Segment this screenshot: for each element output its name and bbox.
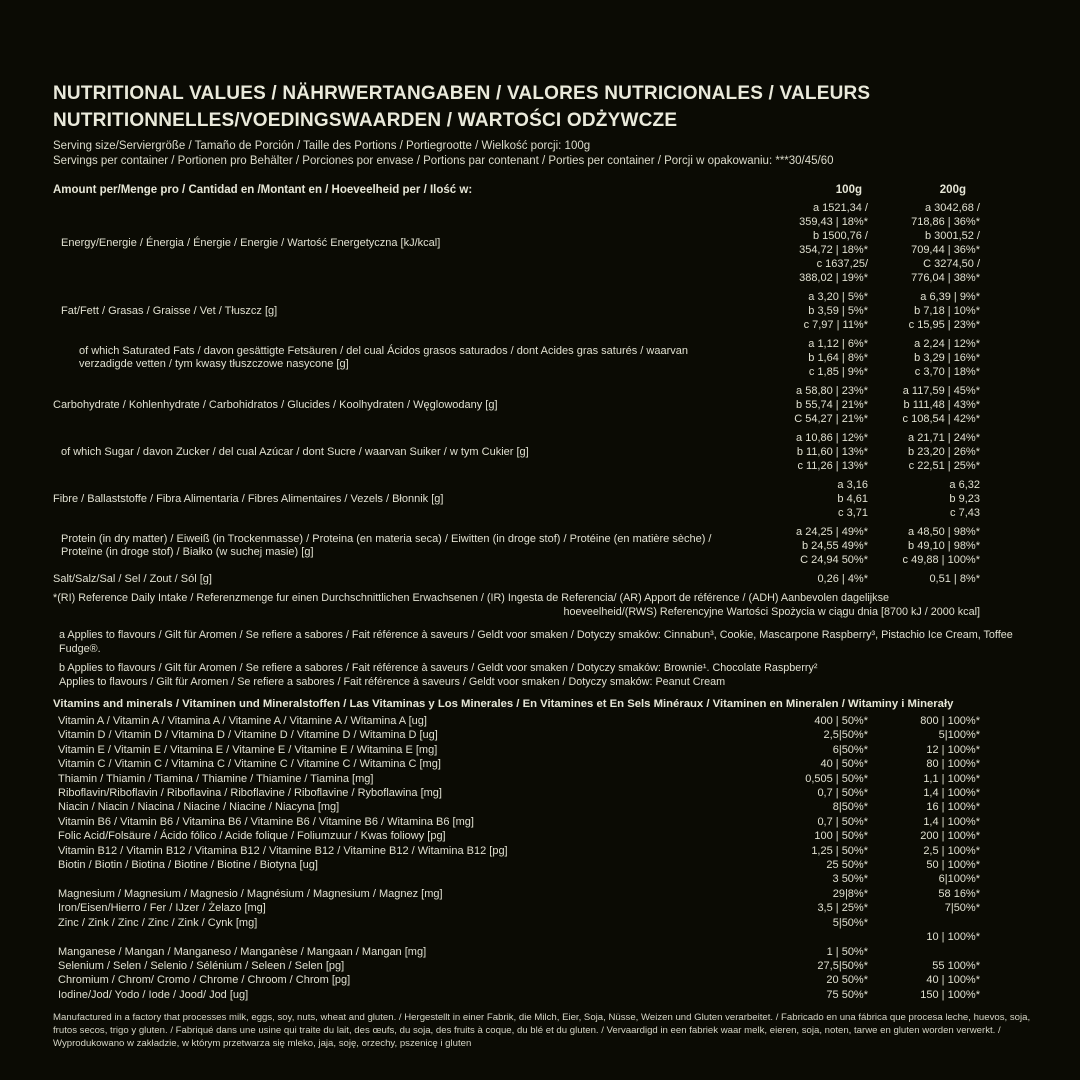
- vitamin-label: Vitamin B12 / Vitamin B12 / Vitamina B12 / Vitamine B12 / Vitamine B12 / Witamina B12 [pg]: [58, 844, 508, 857]
- value-100g: 8|50%*: [832, 801, 868, 814]
- vitamin-row: [53, 959, 1035, 973]
- reference-intake-note-line2: hoeveelheid/(RWS) Referencyjne Wartości Spożycia w ciągu dnia [8700 kJ / 2000 kcal]: [563, 606, 980, 618]
- serving-size-line: Serving size/Serviergröße / Tamaño de Porción / Taille des Portions / Portiegrootte / Wielkość porcji: 100g: [53, 140, 591, 152]
- value-100g: 6|50%*: [832, 743, 868, 756]
- vitamin-row: [53, 786, 1035, 800]
- table-header-row: [53, 184, 1035, 196]
- value-100g: 75 50%*: [826, 988, 868, 1001]
- value-200g: 50 | 100%*: [926, 859, 980, 872]
- value-line: c 1,85 | 9%*: [808, 366, 868, 378]
- amount-per-header: Amount per/Menge pro / Cantidad en /Montant en / Hoeveelheid per / Ilość w:: [53, 184, 473, 196]
- value-100g: 27,5|50%*: [817, 959, 868, 972]
- value-200g: [868, 478, 980, 520]
- value-line: C 54,27 | 21%*: [794, 413, 868, 425]
- value-100g: [756, 201, 868, 285]
- vitamin-label: Niacin / Niacin / Niacina / Niacine / Niacine / Niacyna [mg]: [58, 801, 340, 814]
- value-100g: 0,7 | 50%*: [817, 815, 868, 828]
- value-line: c 11,26 | 13%*: [797, 460, 868, 472]
- vitamin-label: Vitamin B6 / Vitamin B6 / Vitamina B6 / Vitamine B6 / Vitamine B6 / Witamina B6 [mg]: [58, 815, 474, 828]
- value-line: a 10,86 | 12%*: [796, 432, 868, 444]
- value-line: b 1500,76 /: [812, 230, 868, 242]
- value-line: a 58,80 | 23%*: [796, 385, 868, 397]
- value-line: a 1521,34 /: [812, 202, 868, 214]
- value-100g: 1 | 50%*: [826, 945, 868, 958]
- nutrient-label: Fibre / Ballaststoffe / Fibra Alimentaria / Fibres Alimentaires / Vezels / Błonnik [g]: [53, 492, 444, 505]
- value-100g: [756, 478, 868, 520]
- vitamin-label: Thiamin / Thiamin / Tiamina / Thiamine / Thiamine / Tiamina [mg]: [58, 772, 374, 785]
- value-100g: [756, 431, 868, 473]
- value-100g: 29|8%*: [832, 887, 868, 900]
- value-line: 718,86 | 36%*: [911, 216, 980, 228]
- value-200g: 55 100%*: [932, 959, 980, 972]
- vitamin-row: [53, 945, 1035, 959]
- value-line: b 4,61: [837, 493, 868, 505]
- value-200g: [868, 201, 980, 285]
- nutrient-row: [53, 384, 1035, 426]
- value-200g: 10 | 100%*: [926, 931, 980, 944]
- value-100g: 3,5 | 25%*: [817, 902, 868, 915]
- value-line: a 21,71 | 24%*: [908, 432, 980, 444]
- vitamin-row: [53, 872, 1035, 886]
- servings-per-container-line: Servings per container / Portionen pro Behälter / Porciones por envase / Portions par contenant / Porties per container / Porcji w opakowaniu: ***30/45/60: [53, 155, 834, 167]
- flavour-note-c: Applies to flavours / Gilt für Aromen / Se refiere a sabores / Fait référence à saveurs / Geldt voor smaken / Dotyczy smaków: Peanut Cream: [59, 676, 726, 688]
- nutrient-row: [53, 201, 1035, 285]
- value-line: c 3,71: [838, 507, 868, 519]
- value-100g: 0,7 | 50%*: [817, 787, 868, 800]
- nutrient-label: of which Sugar / davon Zucker / del cual Azúcar / dont Sucre / waarvan Suiker / w tym Cukier [g]: [61, 445, 529, 458]
- value-line: c 22,51 | 25%*: [908, 460, 980, 472]
- value-line: b 7,18 | 10%*: [914, 305, 980, 317]
- value-line: a 1,12 | 6%*: [808, 338, 868, 350]
- vitamin-row: [53, 916, 1035, 930]
- vitamin-row: [53, 728, 1035, 742]
- vitamin-label: Vitamin A / Vitamin A / Vitamina A / Vitamine A / Vitamine A / Witamina A [ug]: [58, 715, 427, 727]
- vitamin-label: Folic Acid/Folsäure / Ácido fólico / Acide folique / Foliumzuur / Kwas foliowy [pg]: [58, 830, 446, 843]
- value-200g: 1,1 | 100%*: [923, 772, 980, 785]
- value-200g: 150 | 100%*: [920, 988, 980, 1001]
- value-line: 388,02 | 19%*: [799, 272, 868, 284]
- value-line: c 7,43: [950, 507, 980, 519]
- value-line: c 3,70 | 18%*: [914, 366, 980, 378]
- value-200g: 2,5 | 100%*: [923, 844, 980, 857]
- value-line: a 2,24 | 12%*: [914, 338, 980, 350]
- value-200g: 16 | 100%*: [926, 801, 980, 814]
- value-line: C 3274,50 /: [923, 258, 980, 270]
- value-line: b 3001,52 /: [924, 230, 980, 242]
- value-line: a 3,20 | 5%*: [808, 291, 868, 303]
- value-200g: 40 | 100%*: [926, 974, 980, 987]
- value-100g: [756, 290, 868, 332]
- value-200g: 6|100%*: [938, 873, 980, 886]
- value-200g: [868, 431, 980, 473]
- vitamin-label: Vitamin C / Vitamin C / Vitamina C / Vitamine C / Vitamine C / Witamina C [mg]: [58, 758, 441, 771]
- allergen-note: Manufactured in a factory that processes milk, eggs, soy, nuts, wheat and gluten. / Hergestellt in einer Fabrik, die Milch, Eier, Soja, Nüsse, Weizen und Gluten verarbeitet. / Fabricado en una fábrica que procesa leche, huevos, soja, frutos secos, trigo y gluten. / Fabriqué dans une usine qui traite du lait, des œufs, du soja, des fruits à coque, du blé et du gluten. / Vervaardigd in een fabriek waar melk, eieren, soja, noten, tarwe en gluten worden verwerkt. / Wyprodukowano w zakładzie, w którym przetwarza się mleko, jaja, soję, orzechy, pszenicę i gluten: [53, 1012, 1031, 1050]
- vitamin-row: [53, 988, 1035, 1002]
- value-100g: 100 | 50%*: [814, 830, 868, 843]
- value-line: c 49,88 | 100%*: [902, 554, 980, 566]
- nutrient-label: of which Saturated Fats / davon gesättigte Fetsäuren / del cual Ácidos grasos saturados / dont Acides gras saturés / waarvan verzadigde vetten / tym kwasy tłuszczowe nasycone [g]: [79, 345, 689, 370]
- vitamin-label: Vitamin E / Vitamin E / Vitamina E / Vitamine E / Vitamine E / Witamina E [mg]: [58, 743, 438, 756]
- value-line: c 15,95 | 23%*: [908, 319, 980, 331]
- value-line: c 7,97 | 11%*: [803, 319, 868, 331]
- vitamin-row: [53, 815, 1035, 829]
- value-200g: 800 | 100%*: [920, 715, 980, 727]
- value-200g: [868, 384, 980, 426]
- value-100g: 3 50%*: [832, 873, 868, 886]
- vitamin-row: [53, 858, 1035, 872]
- value-100g: [756, 525, 868, 567]
- vitamin-row: [53, 901, 1035, 915]
- value-line: b 49,10 | 98%*: [908, 540, 980, 552]
- nutrients-table: [53, 201, 1035, 586]
- value-line: a 6,39 | 9%*: [920, 291, 980, 303]
- value-line: 709,44 | 36%*: [911, 244, 980, 256]
- value-line: 0,26 | 4%*: [817, 573, 868, 585]
- value-200g: [868, 337, 980, 379]
- value-100g: [756, 384, 868, 426]
- value-100g: 25 50%*: [826, 859, 868, 872]
- value-200g: [868, 290, 980, 332]
- value-200g: [868, 572, 980, 586]
- value-200g: 12 | 100%*: [926, 743, 980, 756]
- value-100g: 1,25 | 50%*: [811, 844, 868, 857]
- value-line: b 23,20 | 26%*: [908, 446, 980, 458]
- value-line: b 11,60 | 13%*: [796, 446, 868, 458]
- value-200g: 7|50%*: [944, 902, 980, 915]
- vitamin-label: Biotin / Biotin / Biotina / Biotine / Biotine / Biotyna [ug]: [58, 859, 318, 872]
- vitamins-minerals-table: [53, 714, 1035, 1002]
- vitamin-label: Iron/Eisen/Hierro / Fer / IJzer / Żelazo [mg]: [58, 902, 266, 915]
- column-header-200g: 200g: [939, 184, 966, 196]
- value-line: b 3,59 | 5%*: [808, 305, 868, 317]
- column-header-100g: 100g: [835, 184, 862, 196]
- reference-intake-note-line1: *(RI) Reference Daily Intake / Referenzmenge fur einen Durchschnittlichen Erwachsenen / (IR) Ingesta de Referencia/ (AR) Apport de référence / (ADH) Aanbevolen dagelijkse: [53, 592, 889, 604]
- vitamin-row: [53, 844, 1035, 858]
- vitamin-label: Iodine/Jod/ Yodo / Iode / Jood/ Jod [ug]: [58, 988, 249, 1001]
- value-200g: 200 | 100%*: [920, 830, 980, 843]
- value-line: a 3,16: [837, 479, 868, 491]
- value-line: a 3042,68 /: [924, 202, 980, 214]
- value-100g: 20 50%*: [826, 974, 868, 987]
- value-100g: 40 | 50%*: [820, 758, 868, 771]
- flavour-note-a: a Applies to flavours / Gilt für Aromen / Se refiere a sabores / Fait référence à saveurs / Geldt voor smaken / Dotyczy smaków: Cinnabun³, Cookie, Mascarpone Raspberry³, Pistachio Ice Cream, Toffee Fudge®.: [59, 629, 1013, 655]
- value-line: 354,72 | 18%*: [799, 244, 868, 256]
- vitamins-minerals-header: Vitamins and minerals / Vitaminen und Mineralstoffen / Las Vitaminas y Los Minerales / En Vitamines et En Sels Minéraux / Vitaminen en Mineralen / Witaminy i Minerały: [53, 698, 954, 710]
- value-100g: 2,5|50%*: [823, 729, 868, 742]
- value-line: 776,04 | 38%*: [911, 272, 980, 284]
- vitamin-label: Zinc / Zink / Zinc / Zinc / Zink / Cynk [mg]: [58, 916, 258, 929]
- nutrient-label: Salt/Salz/Sal / Sel / Zout / Sól [g]: [53, 572, 212, 585]
- vitamin-row: [53, 800, 1035, 814]
- value-200g: 5|100%*: [938, 729, 980, 742]
- page-title: NUTRITIONAL VALUES / NÄHRWERTANGABEN / VALORES NUTRICIONALES / VALEURS NUTRITIONNELLES/VOEDINGSWAARDEN / WARTOŚCI ODŻYWCZE: [53, 83, 871, 131]
- vitamin-row: [53, 930, 1035, 944]
- value-100g: [756, 337, 868, 379]
- nutrient-row: [53, 478, 1035, 520]
- vitamin-label: Chromium / Chrom/ Cromo / Chrome / Chroom / Chrom [pg]: [58, 974, 351, 987]
- vitamin-row: [53, 772, 1035, 786]
- vitamin-label: Vitamin D / Vitamin D / Vitamina D / Vitamine D / Vitamine D / Witamina D [ug]: [58, 729, 438, 742]
- value-200g: 58 16%*: [938, 887, 980, 900]
- value-line: a 6,32: [949, 479, 980, 491]
- vitamin-label: Manganese / Mangan / Manganeso / Manganèse / Mangaan / Mangan [mg]: [58, 945, 427, 958]
- value-100g: 400 | 50%*: [814, 715, 868, 727]
- vitamin-row: [53, 743, 1035, 757]
- value-200g: 1,4 | 100%*: [923, 815, 980, 828]
- nutrient-row: [53, 572, 1035, 586]
- nutrient-row: [53, 431, 1035, 473]
- nutrient-label: Fat/Fett / Grasas / Graisse / Vet / Tłuszcz [g]: [61, 304, 278, 317]
- value-line: b 24,55 49%*: [801, 540, 868, 552]
- value-line: b 55,74 | 21%*: [796, 399, 868, 411]
- value-line: C 24,94 50%*: [800, 554, 868, 566]
- value-line: c 1637,25/: [816, 258, 868, 270]
- vitamin-row: [53, 757, 1035, 771]
- nutrient-label: Energy/Energie / Énergia / Énergie / Energie / Wartość Energetyczna [kJ/kcal]: [61, 236, 441, 249]
- value-line: 359,43 | 18%*: [799, 216, 868, 228]
- value-line: a 117,59 | 45%*: [902, 385, 980, 397]
- value-line: b 9,23: [949, 493, 980, 505]
- value-200g: 1,4 | 100%*: [923, 787, 980, 800]
- value-line: b 1,64 | 8%*: [808, 352, 868, 364]
- vitamin-row: [53, 887, 1035, 901]
- value-200g: [868, 525, 980, 567]
- nutrient-row: [53, 337, 1035, 379]
- nutrient-label: Carbohydrate / Kohlenhydrate / Carbohidratos / Glucides / Koolhydraten / Węglowodany [g]: [53, 398, 498, 411]
- vitamin-label: Magnesium / Magnesium / Magnesio / Magnésium / Magnesium / Magnez [mg]: [58, 887, 443, 900]
- flavour-note-b: b Applies to flavours / Gilt für Aromen / Se refiere a sabores / Fait référence à saveurs / Geldt voor smaken / Dotyczy smaków: Brownie¹. Chocolate Raspberry²: [59, 662, 818, 674]
- nutrient-row: [53, 290, 1035, 332]
- value-line: a 48,50 | 98%*: [908, 526, 980, 538]
- nutrient-label: Protein (in dry matter) / Eiweiß (in Trockenmasse) / Proteina (en materia seca) / Eiwitten (in droge stof) / Protéine (en matière sèche) / Proteïne (in droge stof) / Białko (w suchej masie) [g]: [61, 533, 712, 558]
- vitamin-row: [53, 829, 1035, 843]
- value-line: c 108,54 | 42%*: [902, 413, 980, 425]
- vitamin-label: Selenium / Selen / Selenio / Sélénium / Seleen / Selen [pg]: [58, 959, 345, 972]
- vitamin-row: [53, 973, 1035, 987]
- vitamin-row: [53, 714, 1035, 728]
- value-100g: [756, 572, 868, 586]
- nutrient-row: [53, 525, 1035, 567]
- value-100g: 5|50%*: [832, 916, 868, 929]
- value-line: a 24,25 | 49%*: [796, 526, 868, 538]
- value-line: 0,51 | 8%*: [929, 573, 980, 585]
- value-line: b 3,29 | 16%*: [914, 352, 980, 364]
- vitamin-label: Riboflavin/Riboflavin / Riboflavina / Riboflavine / Riboflavine / Ryboflawina [mg]: [58, 787, 442, 800]
- value-200g: 80 | 100%*: [926, 758, 980, 771]
- value-line: b 111,48 | 43%*: [903, 399, 980, 411]
- value-100g: 0,505 | 50%*: [805, 772, 868, 785]
